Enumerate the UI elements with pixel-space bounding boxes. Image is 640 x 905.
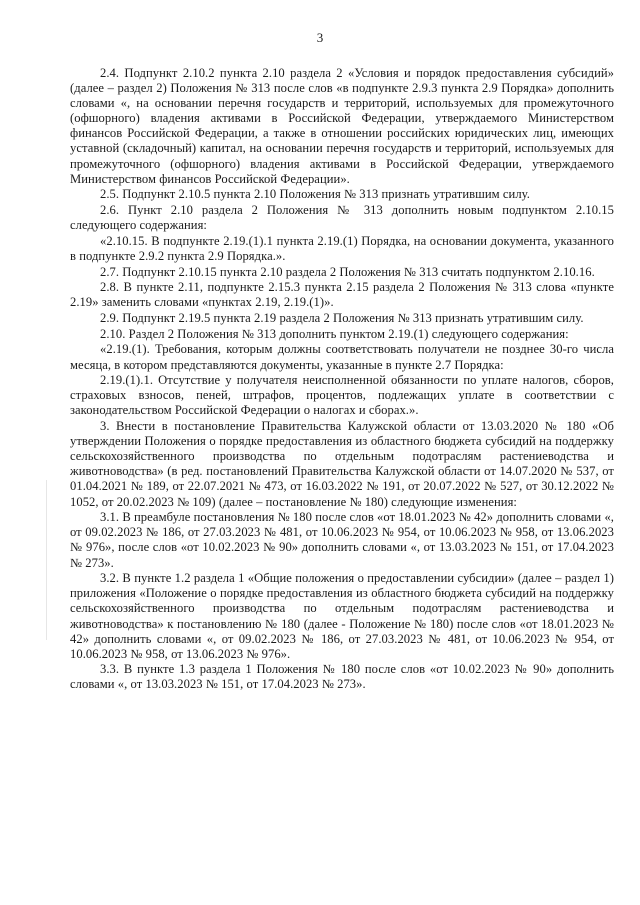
paragraph-2-8: 2.8. В пункте 2.11, подпункте 2.15.3 пункта 2.15 раздела 2 Положения № 313 слова «пункте 2.19» заменить словами «пунктах 2.19, 2.19.(1)».	[70, 280, 614, 310]
paragraph-3-2: 3.2. В пункте 1.2 раздела 1 «Общие положения о предоставлении субсидии» (далее – раздел 1) приложения «Положение о порядке предоставления из областного бюджета субсидий на поддержку сельскохозяйственного производства по отдельным подотраслям растениеводства и животноводства» к постановлению № 180 (далее - Положение № 180) после слов «от 18.01.2023 № 42» дополнить словами «, от 09.02.2023 № 186, от 27.03.2023 № 481, от 10.06.2023 № 954, от 10.06.2023 № 958, от 13.06.2023 № 976».	[70, 571, 614, 661]
paragraph-2-10-15-quote: «2.10.15. В подпункте 2.19.(1).1 пункта 2.19.(1) Порядка, на основании документа, указанного в подпункте 2.9.2 пункта 2.9 Порядка.».	[70, 233, 614, 263]
paragraph-3-3: 3.3. В пункте 1.3 раздела 1 Положения № 180 после слов «от 10.02.2023 № 90» дополнить словами «, от 13.03.2023 № 151, от 17.04.2023 № 273».	[70, 662, 614, 692]
paragraph-2-7: 2.7. Подпункт 2.10.15 пункта 2.10 раздела 2 Положения № 313 считать подпунктом 2.10.16.	[100, 264, 595, 279]
scan-margin-mark	[46, 480, 47, 640]
page-number: 3	[316, 30, 324, 45]
paragraph-3-1: 3.1. В преамбуле постановления № 180 после слов «от 18.01.2023 № 42» дополнить словами «, от 09.02.2023 № 186, от 27.03.2023 № 481, от 10.06.2023 № 954, от 10.06.2023 № 958, от 13.06.2023 № 976», после слов «от 10.02.2023 № 90» дополнить словами «, от 13.03.2023 № 151, от 17.04.2023 № 273».	[70, 510, 614, 570]
paragraph-2-4: 2.4. Подпункт 2.10.2 пункта 2.10 раздела 2 «Условия и порядок предоставления субсидий» (далее – раздел 2) Положения № 313 после слов «в подпункте 2.9.3 пункта 2.9 Порядка» дополнить словами «, на основании перечня государств и территорий, используемых для промежуточного (офшорного) владения активами в Российской Федерации, утверждаемого Министерством финансов Российской Федерации, а также в отношении российских юридических лиц, имеющих уставной (складочный) капитал, на основании перечня государств и территорий, используемых для промежуточного (офшорного) владения активами в Российской Федерации, утверждаемого Министерством финансов Российской Федерации».	[70, 66, 614, 186]
paragraph-2-5: 2.5. Подпункт 2.10.5 пункта 2.10 Положения № 313 признать утратившим силу.	[100, 187, 530, 202]
paragraph-2-6: 2.6. Пункт 2.10 раздела 2 Положения № 313 дополнить новым подпунктом 2.10.15 следующего содержания:	[70, 203, 614, 233]
paragraph-2-19-1-1: 2.19.(1).1. Отсутствие у получателя неисполненной обязанности по уплате налогов, сборов, страховых взносов, пеней, штрафов, процентов, подлежащих уплате в соответствии с законодательством Российской Федерации о налогах и сборах.».	[70, 373, 614, 418]
paragraph-2-9: 2.9. Подпункт 2.19.5 пункта 2.19 раздела 2 Положения № 313 признать утратившим силу.	[100, 311, 584, 326]
paragraph-2-10: 2.10. Раздел 2 Положения № 313 дополнить пунктом 2.19.(1) следующего содержания:	[100, 326, 569, 341]
paragraph-2-19-1-quote: «2.19.(1). Требования, которым должны соответствовать получатели не позднее 30-го числа месяца, в котором представляются документы, указанные в пункте 2.7 Порядка:	[70, 342, 614, 372]
paragraph-3: 3. Внести в постановление Правительства Калужской области от 13.03.2020 № 180 «Об утверждении Положения о порядке предоставления из областного бюджета субсидий на поддержку сельскохозяйственного производства по отдельным подотраслям растениеводства и животноводства» (в ред. постановлений Правительства Калужской области от 14.07.2020 № 537, от 01.04.2021 № 189, от 22.07.2021 № 473, от 16.03.2022 № 191, от 20.07.2022 № 527, от 30.12.2022 № 1052, от 20.02.2023 № 109) (далее – постановление № 180) следующие изменения:	[70, 419, 614, 509]
